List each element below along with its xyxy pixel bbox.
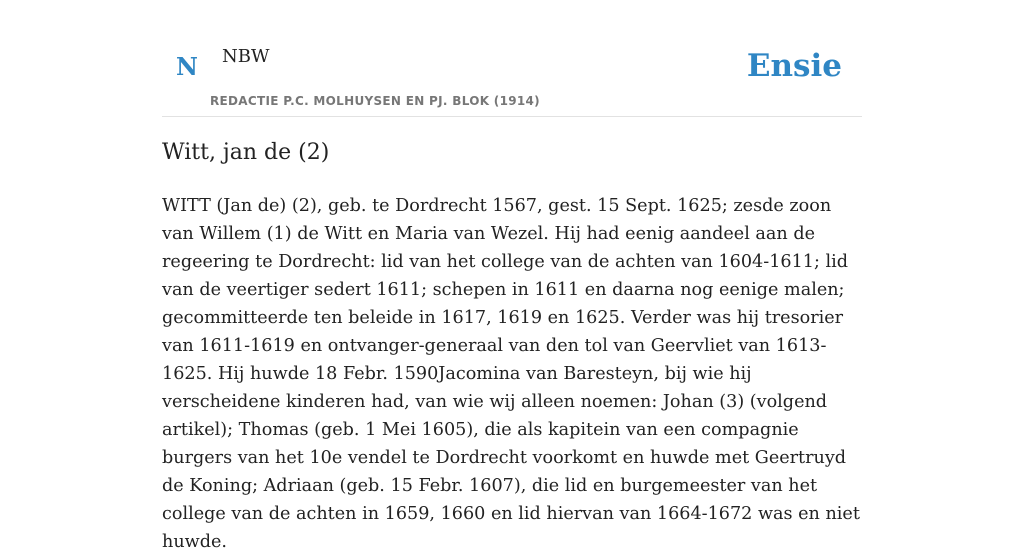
site-header <box>162 0 862 117</box>
source-editor-credit: REDACTIE P.C. MOLHUYSEN EN PJ. BLOK (1914) <box>210 94 540 108</box>
source-name[interactable]: NBW <box>222 46 270 67</box>
article-title: Witt, jan de (2) <box>162 140 330 165</box>
article-body: WITT (Jan de) (2), geb. te Dordrecht 1567, gest. 15 Sept. 1625; zesde zoon van Willem (1) de Witt en Maria van Wezel. Hij had eenig aandeel aan de regeering te Dordrecht: lid van het college van de achten van 1604-1611; lid van de veertiger sedert 1611; schepen in 1611 en daarna nog eenige malen; gecommitteerde ten beleide in 1617, 1619 en 1625. Verder was hij tresorier van 1611-1619 en ontvanger-generaal van den tol van Geervliet van 1613-1625. Hij huwde 18 Febr. 1590Jacomina van Baresteyn, bij wie hij verscheidene kinderen had, van wie wij alleen noemen: Johan (3) (volgend artikel); Thomas (geb. 1 Mei 1605), die als kapitein van een compagnie burgers van het 10e vendel te Dordrecht voorkomt en huwde met Geertruyd de Koning; Adriaan (geb. 15 Febr. 1607), die lid en burgemeester van het college van de achten in 1659, 1660 en lid hiervan van 1664-1672 was en niet huwde. <box>162 196 860 552</box>
ensie-logo[interactable]: Ensie <box>746 48 842 84</box>
source-logo-icon[interactable]: N <box>176 52 198 81</box>
